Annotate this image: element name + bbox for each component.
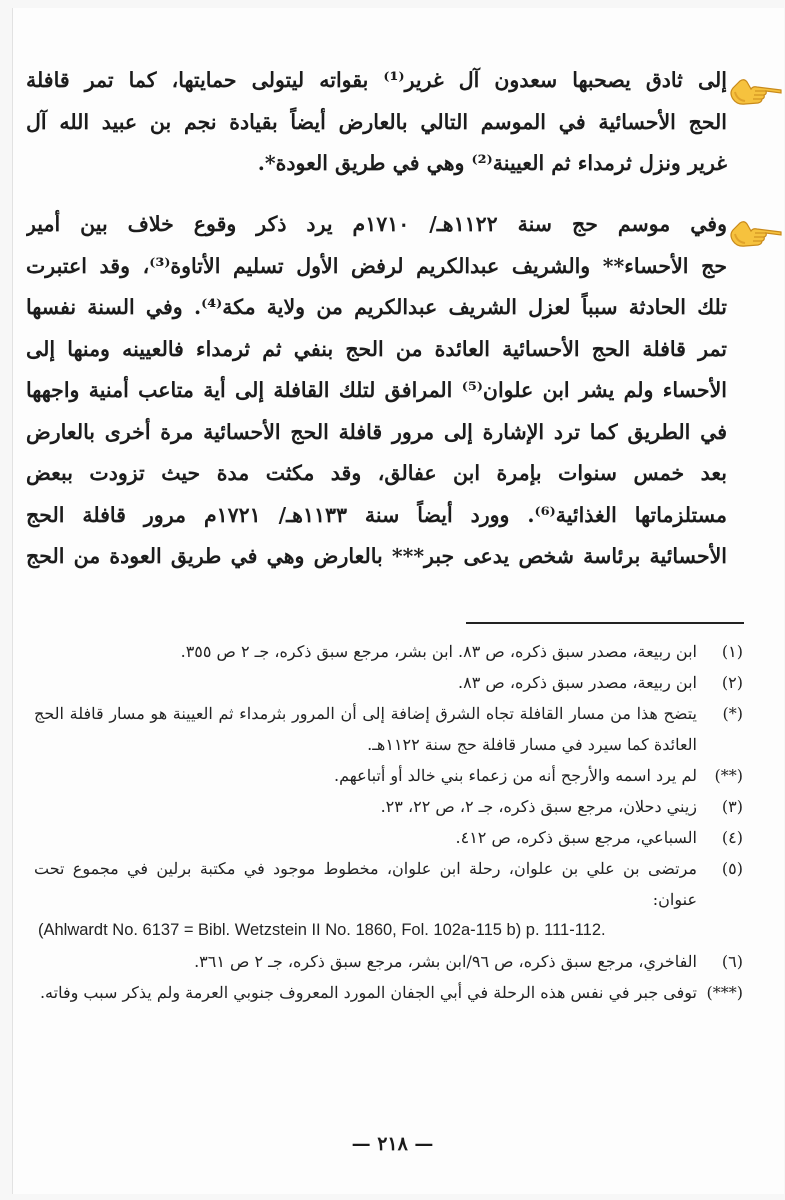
- footnote-text: لم يرد اسمه والأرجح أنه من زعماء بني خالد أو أتباعهم.: [334, 766, 697, 785]
- paragraph-2-line: تمر قافلة الحج الأحسائية العائدة من الحج بنفي ثم ثرمداء فالعيينه ومنها إلى: [26, 336, 727, 361]
- paragraph-2-line: وفي موسم حج سنة ١١٢٢هـ/ ١٧١٠م يرد ذكر وقوع خلاف بين أمير: [26, 212, 727, 236]
- footnote: [34, 791, 743, 822]
- footnote-number: (**): [714, 766, 743, 785]
- footnote: [34, 698, 743, 760]
- paragraph-2-line: بعد خمس سنوات بإمرة ابن عفالق، وقد مكثت مدة حيث تزودت ببعض: [26, 461, 727, 485]
- paragraph-2-line: الأحسائية برئاسة شخص يدعى جبر*** بالعارض وهي في طريق العودة من الحج: [26, 544, 727, 568]
- pointing-hand-icon: [727, 212, 783, 252]
- footnote: [34, 977, 743, 1008]
- footnote-number: (١): [721, 642, 743, 661]
- footnote-number: (٥): [721, 859, 743, 878]
- footnote-text: الفاخري، مرجع سبق ذكره، ص ٩٦/ابن بشر، مرجع سبق ذكره، جـ ٢ ص ٣٦١.: [194, 952, 697, 971]
- page-number: — ٢١٨ —: [351, 1133, 434, 1155]
- paragraph-2-line: الأحساء ولم يشر ابن علوان⁽⁵⁾ المرافق لتلك القافلة إلى أية متاعب أمنية واجهها: [26, 378, 727, 402]
- footnote: [34, 636, 743, 667]
- footnote-text: يتضح هذا من مسار القافلة تجاه الشرق إضافة إلى أن المرور بثرمداء ثم العيينة هو مسار قافلة الحج العائدة كما سيرد في مسار قافلة حج سنة ١١٢٢هـ.: [34, 704, 697, 754]
- footnote-number: (٦): [721, 952, 743, 971]
- footnote-text: ابن ربيعة، مصدر سبق ذكره، ص ٨٣.: [458, 673, 697, 692]
- paragraph-1: [26, 60, 727, 185]
- paragraph-2: [26, 204, 727, 578]
- footnote-number: (٢): [721, 673, 743, 692]
- footnote: [34, 667, 743, 698]
- footnote-text: توفى جبر في نفس هذه الرحلة في أبي الجفان المورد المعروف جنوبي العرمة ولم يذكر سبب وفاته.: [39, 983, 697, 1002]
- paragraph-1-line: غرير ونزل ثرمداء ثم العيينة⁽²⁾ وهي في طريق العودة*.: [257, 151, 727, 175]
- footnote-text: زيني دحلان، مرجع سبق ذكره، جـ ٢، ص ٢٢، ٢٣.: [380, 797, 697, 816]
- footnote-latin-reference: (Ahlwardt No. 6137 = Bibl. Wetzstein II No. 1860, Fol. 102a-115 b) p. 111-112.: [38, 921, 606, 939]
- footnote: [34, 760, 743, 791]
- footnote: [34, 853, 743, 915]
- paragraph-2-line: تلك الحادثة سبباً لعزل الشريف عبدالكريم من ولاية مكة⁽⁴⁾. وفي السنة نفسها: [26, 295, 727, 319]
- paragraph-1-line: إلى ثادق يصحبها سعدون آل غرير⁽¹⁾ بقواته ليتولى حمايتها، كما تمر قافلة: [26, 68, 727, 92]
- footnote-text: السباعي، مرجع سبق ذكره، ص ٤١٢.: [455, 828, 697, 847]
- footnote: [34, 946, 743, 977]
- book-page: [12, 8, 784, 1194]
- paragraph-2-line: مستلزماتها الغذائية⁽⁶⁾. وورد أيضاً سنة ١١٣٣هـ/ ١٧٢١م مرور قافلة الحج: [26, 502, 727, 527]
- paragraph-2-line: في الطريق كما ترد الإشارة إلى مرور قافلة الحج الأحسائية مرة أخرى بالعارض: [26, 419, 727, 444]
- footnote-number: (٤): [721, 828, 743, 847]
- paragraph-2-line: حج الأحساء** والشريف عبدالكريم لرفض الأول تسليم الأتاوة⁽³⁾، وقد اعتبرت: [26, 253, 727, 278]
- footnote-number: (٣): [721, 797, 743, 816]
- footnote-number: (*): [722, 704, 743, 723]
- paragraph-1-line: الحج الأحسائية في الموسم التالي بالعارض أيضاً بقيادة نجم بن عبيد الله آل: [26, 109, 727, 134]
- footnote-text: ابن ربيعة، مصدر سبق ذكره، ص ٨٣. ابن بشر، مرجع سبق ذكره، جـ ٢ ص ٣٥٥.: [180, 642, 697, 661]
- footnote-number: (***): [706, 983, 743, 1002]
- footnote-text: مرتضى بن علي بن علوان، رحلة ابن علوان، مخطوط موجود في مكتبة برلين في مجموع تحت عنوان:: [34, 859, 698, 909]
- footnote: [34, 822, 743, 853]
- footnotes: [34, 636, 743, 1008]
- pointing-hand-icon: [727, 70, 783, 110]
- footnote-divider: [466, 622, 744, 624]
